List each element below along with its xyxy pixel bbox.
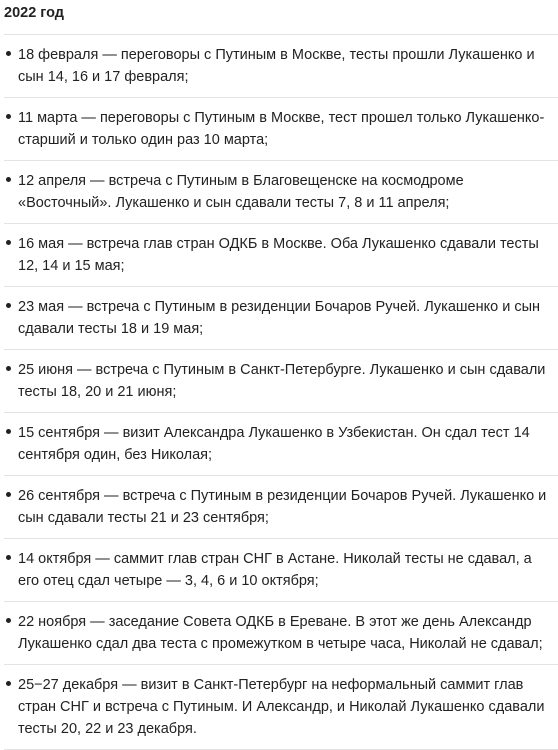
- bullet-icon: [6, 555, 11, 560]
- list-item: [4, 223, 558, 286]
- list-item-text: 18 февраля — переговоры с Путиным в Москве, тесты прошли Лукашенко и сын 14, 16 и 17 февраля;: [18, 47, 535, 85]
- bullet-icon: [6, 240, 11, 245]
- list-item-text: 11 марта — переговоры с Путиным в Москве, тест прошел только Лукашенко-старший и только один раз 10 марта;: [18, 110, 545, 148]
- list-item: [4, 601, 558, 664]
- list-item-text: 25−27 декабря — визит в Санкт-Петербург на неформальный саммит глав стран СНГ и встреча с Путиным. И Александр, и Николай Лукашенко сдавали тесты 20, 22 и 23 декабря.: [18, 677, 545, 737]
- list-item-text: 25 июня — встреча с Путиным в Санкт-Петербурге. Лукашенко и сын сдавали тесты 18, 20 и 21 июня;: [18, 362, 546, 400]
- list-item: [4, 160, 558, 223]
- bullet-icon: [6, 51, 11, 56]
- list-item-text: 12 апреля — встреча с Путиным в Благовещенске на космодроме «Восточный». Лукашенко и сын сдавали тесты 7, 8 и 11 апреля;: [18, 173, 464, 211]
- bullet-icon: [6, 429, 11, 434]
- list-item-text: 14 октября — саммит глав стран СНГ в Астане. Николай тесты не сдавал, а его отец сдал четыре — 3, 4, 6 и 10 октября;: [18, 551, 532, 589]
- bullet-icon: [6, 114, 11, 119]
- bullet-icon: [6, 618, 11, 623]
- list-item-text: 15 сентября — визит Александра Лукашенко в Узбекистан. Он сдал тест 14 сентября один, без Николая;: [18, 425, 530, 463]
- list-item: [4, 664, 558, 750]
- list-item: [4, 475, 558, 538]
- list-item-text: 26 сентября — встреча с Путиным в резиденции Бочаров Ручей. Лукашенко и сын сдавали тесты 21 и 23 сентября;: [18, 488, 547, 526]
- bullet-icon: [6, 177, 11, 182]
- bullet-icon: [6, 681, 11, 686]
- list-item: [4, 97, 558, 160]
- list-item-text: 22 ноября — заседание Совета ОДКБ в Ереване. В этот же день Александр Лукашенко сдал два теста с промежутком в четыре часа, Николай не сдавал;: [18, 614, 543, 652]
- bullet-icon: [6, 366, 11, 371]
- list-item-text: 23 мая — встреча с Путиным в резиденции Бочаров Ручей. Лукашенко и сын сдавали тесты 18 и 19 мая;: [18, 299, 540, 337]
- list-item-text: 16 мая — встреча глав стран ОДКБ в Москве. Оба Лукашенко сдавали тесты 12, 14 и 15 мая;: [18, 236, 539, 274]
- list-item: [4, 412, 558, 475]
- bullet-icon: [6, 303, 11, 308]
- events-list: [4, 34, 558, 750]
- list-item: [4, 286, 558, 349]
- list-item: [4, 538, 558, 601]
- list-item: [4, 349, 558, 412]
- section-heading: 2022 год: [4, 5, 65, 21]
- bullet-icon: [6, 492, 11, 497]
- list-item: [4, 34, 558, 97]
